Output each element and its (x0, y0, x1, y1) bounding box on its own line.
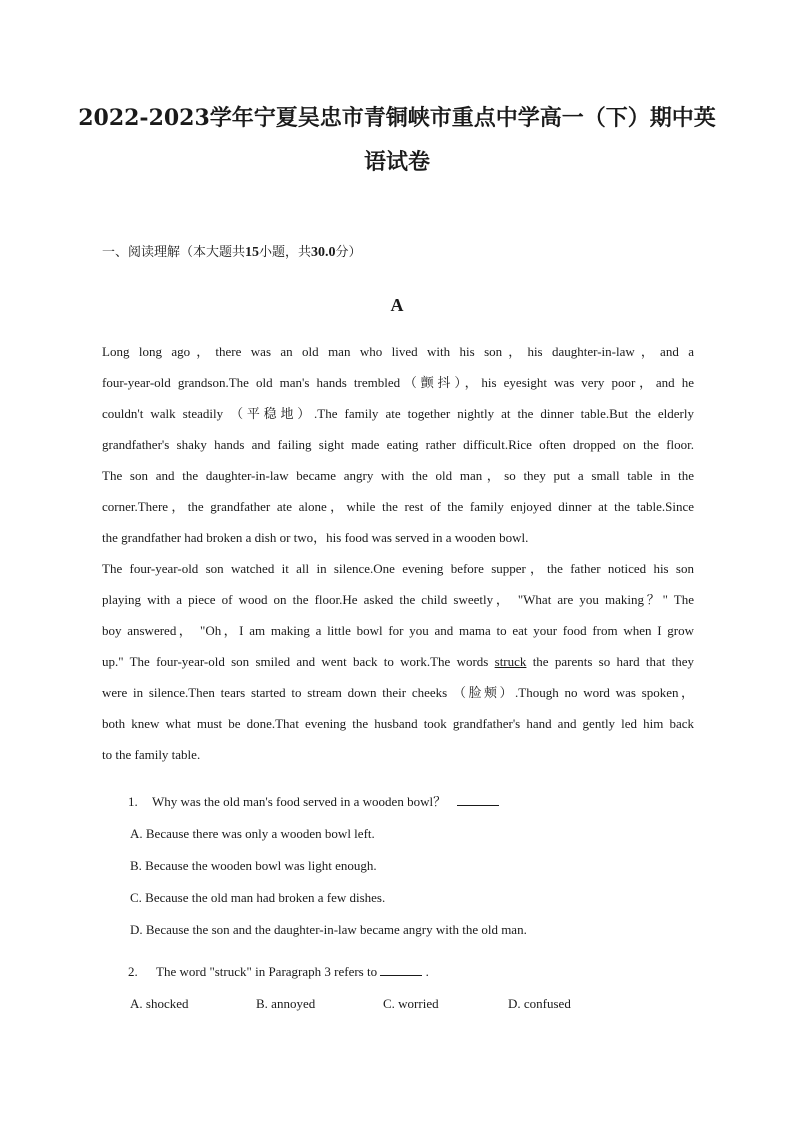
question-number: 1. (128, 794, 138, 809)
answer-blank (380, 963, 422, 976)
option-c: C. Because the old man had broken a few dishes. (130, 890, 386, 905)
passage-line (102, 648, 694, 679)
option-a: A. shocked (130, 996, 189, 1011)
question-end: . (425, 964, 429, 979)
exam-title-line-1: 2022-2023学年宁夏吴忠市青铜峡市重点中学高一（下）期中英 (78, 105, 716, 131)
passage-line: The son and the daughter-in-law became angry with the old man，so they put a small table in the (102, 468, 694, 483)
answer-blank (457, 793, 499, 806)
passage-line: playing with a piece of wood on the floor.He asked the child sweetly， "What are you making？" The (102, 592, 694, 607)
passage-line: Long long ago，there was an old man who lived with his son，his daughter-in-law，and a (102, 344, 694, 359)
option-d: D. Because the son and the daughter-in-law became angry with the old man. (130, 922, 527, 937)
option-a: A. Because there was only a wooden bowl left. (130, 826, 375, 841)
question-2 (128, 958, 429, 990)
section-heading (102, 243, 362, 263)
reading-passage (102, 338, 694, 772)
passage-line: the grandfather had broken a dish or two，his food was served in a wooden bowl. (102, 530, 529, 545)
option-b: B. Because the wooden bowl was light enough. (130, 858, 377, 873)
passage-text: the parents so hard that they (526, 654, 694, 669)
passage-line: both knew what must be done.That evening the husband took grandfather's hand and gently led him back (102, 716, 694, 731)
question-number: 2. (128, 964, 138, 979)
question-stem (128, 788, 527, 820)
passage-line: grandfather's shaky hands and failing sight made eating rather difficult.Rice often dropped on the floor. (102, 437, 694, 452)
passage-line: couldn't walk steadily （平稳地）.The family ate together nightly at the dinner table.But the elderly (102, 406, 694, 421)
section-score: 30.0 (311, 245, 336, 260)
exam-title (60, 96, 734, 184)
question-text: The word "struck" in Paragraph 3 refers to (156, 964, 378, 979)
option-b: B. annoyed (256, 996, 316, 1011)
passage-line: four-year-old grandson.The old man's hands trembled（颤抖），his eyesight was very poor，and he (102, 375, 694, 390)
passage-line: boy answered， "Oh，I am making a little bowl for you and mama to eat your food from when I grow (102, 623, 694, 638)
passage-line: corner.There，the grandfather ate alone，while the rest of the family enjoyed dinner at the table.Since (102, 499, 694, 514)
passage-line: were in silence.Then tears started to stream down their cheeks （脸颊）.Though no word was spoken， (102, 685, 694, 700)
section-mid: 小题，共 (259, 245, 312, 260)
passage-line: The four-year-old son watched it all in silence.One evening before supper，the father noticed his son (102, 561, 694, 576)
question-2-options (0, 990, 794, 1018)
section-count: 15 (245, 245, 260, 260)
question-text: Why was the old man's food served in a wooden bowl？ (152, 794, 447, 809)
question-stem (128, 958, 429, 990)
question-1 (128, 788, 527, 948)
exam-title-line-2: 语试卷 (363, 149, 430, 175)
passage-line: to the family table. (102, 747, 201, 762)
section-suffix: 分） (335, 245, 362, 260)
passage-heading: A (390, 295, 404, 315)
section-prefix: 一、阅读理解（本大题共 (102, 245, 246, 260)
option-d: D. confused (508, 996, 571, 1011)
passage-text: up." The four-year-old son smiled and went back to work.The words (102, 654, 495, 669)
underlined-word-struck: struck (494, 654, 527, 669)
option-c: C. worried (383, 996, 439, 1011)
